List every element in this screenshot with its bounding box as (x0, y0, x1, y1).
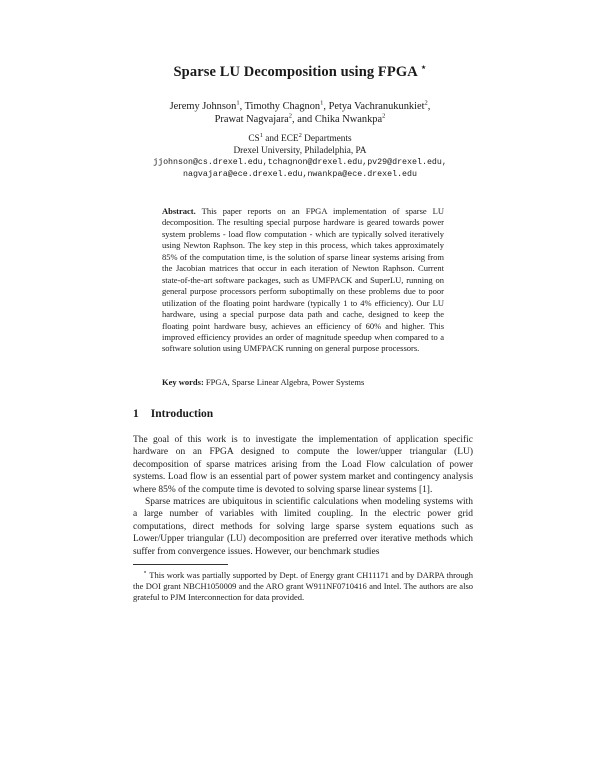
email-line-2: nagvajara@ece.drexel.edu,nwankpa@ece.drexel.edu (182, 170, 417, 179)
author-name: Jeremy Johnson (169, 101, 237, 112)
paragraph: Sparse matrices are ubiquitous in scientific calculations when modeling systems with a large number of variables with limited coupling. In the electric power grid computations, direct methods for solving large sparse system equations such as Lower/Upper triangular (LU) decomposition are preferred over iterative methods which suffer from convergence issues. However, our benchmark studies (133, 497, 473, 557)
footnote-rule (133, 564, 228, 565)
paper-title (0, 64, 600, 81)
footnote-mark: ⋆ (143, 569, 148, 577)
paragraph: The goal of this work is to investigate the implementation of application specific hardware on an FPGA designed to compute the lower/upper triangular (LU) decomposition of sparse matrices arising from the Load Flow calculation of power systems. Load flow is an essential part of power system market and contingency analysis where 85% of the compute time is devoted to solving sparse linear systems [1]. (133, 435, 473, 495)
dept-cs: CS (248, 134, 260, 144)
author-affil-mark: 2 (424, 99, 428, 107)
university: Drexel University, Philadelphia, PA (233, 146, 367, 156)
author-name: and Chika Nwankpa (297, 114, 383, 125)
affil-mark: 2 (298, 131, 302, 139)
footnote-text: This work was partially supported by Dept. of Energy grant CH11171 and by DARPA through the DOI grant NBCH1050009 and the ARO grant W911NF0710416 and Intel. The authors are also grateful to PJM Interconnection for data provided. (133, 570, 473, 602)
abstract-text: This paper reports on an FPGA implementation of sparse LU decomposition. The resulting special purpose hardware is geared towards power system problems - load flow computation - which are typically solved iteratively using Newton Raphson. The key step in this process, which takes approximately 85% of the computation time, is the solution of sparse linear systems arising from the Jacobian matrices that occur in each iteration of Newton Raphson. Current state-of-the-art software packages, such as UMFPACK and SuperLU, running on general purpose processors perform suboptimally on these problems due to poor utilization of the floating point hardware (typically 1 to 4% efficiency). Our LU hardware, using a special purpose data path and cache, designed to keep the floating point hardware busy, achieves an efficiency of 60% and higher. This improved efficiency provides an order of magnitude speedup when compared to a software solution using UMFPACK running on general purpose processors. (162, 206, 444, 354)
section-title: Introduction (150, 408, 214, 420)
keywords-text: FPGA, Sparse Linear Algebra, Power Systems (205, 377, 365, 387)
abstract (162, 206, 444, 355)
author-list (90, 100, 510, 126)
dept-suffix: Departments (304, 134, 352, 144)
keywords-label: Key words: (162, 377, 204, 387)
footnote (133, 570, 473, 603)
section-heading (133, 408, 225, 420)
departments (90, 133, 510, 145)
title-footnote-mark: ⋆ (420, 62, 427, 73)
section-body (133, 434, 473, 558)
author-affil-mark: 1 (236, 99, 240, 107)
abstract-label: Abstract. (162, 206, 196, 216)
title-text: Sparse LU Decomposition using FPGA (173, 64, 417, 80)
author-name: Petya Vachranukunkiet (328, 101, 425, 112)
author-name: Timothy Chagnon (244, 101, 321, 112)
author-affil-mark: 2 (288, 112, 293, 120)
author-line-2: Prawat Nagvajara$^2$, and Chika Nwankpa$^2$ (214, 112, 386, 125)
author-line-1: Jeremy Johnson$^1$, Timothy Chagnon$^1$, Petya Vachranukunkiet$^2$, (169, 99, 431, 112)
section-number: 1 (133, 408, 139, 420)
email-line-1: jjohnson@cs.drexel.edu,tchagnon@drexel.edu,pv29@drexel.edu, (153, 158, 447, 167)
dept-ece: and ECE (265, 134, 299, 144)
affiliation-block (90, 133, 510, 181)
author-affil-mark: 1 (320, 99, 324, 107)
author-name: Prawat Nagvajara (214, 114, 289, 125)
keywords (162, 377, 444, 388)
affil-mark: 1 (259, 131, 263, 139)
author-affil-mark: 2 (382, 112, 386, 120)
